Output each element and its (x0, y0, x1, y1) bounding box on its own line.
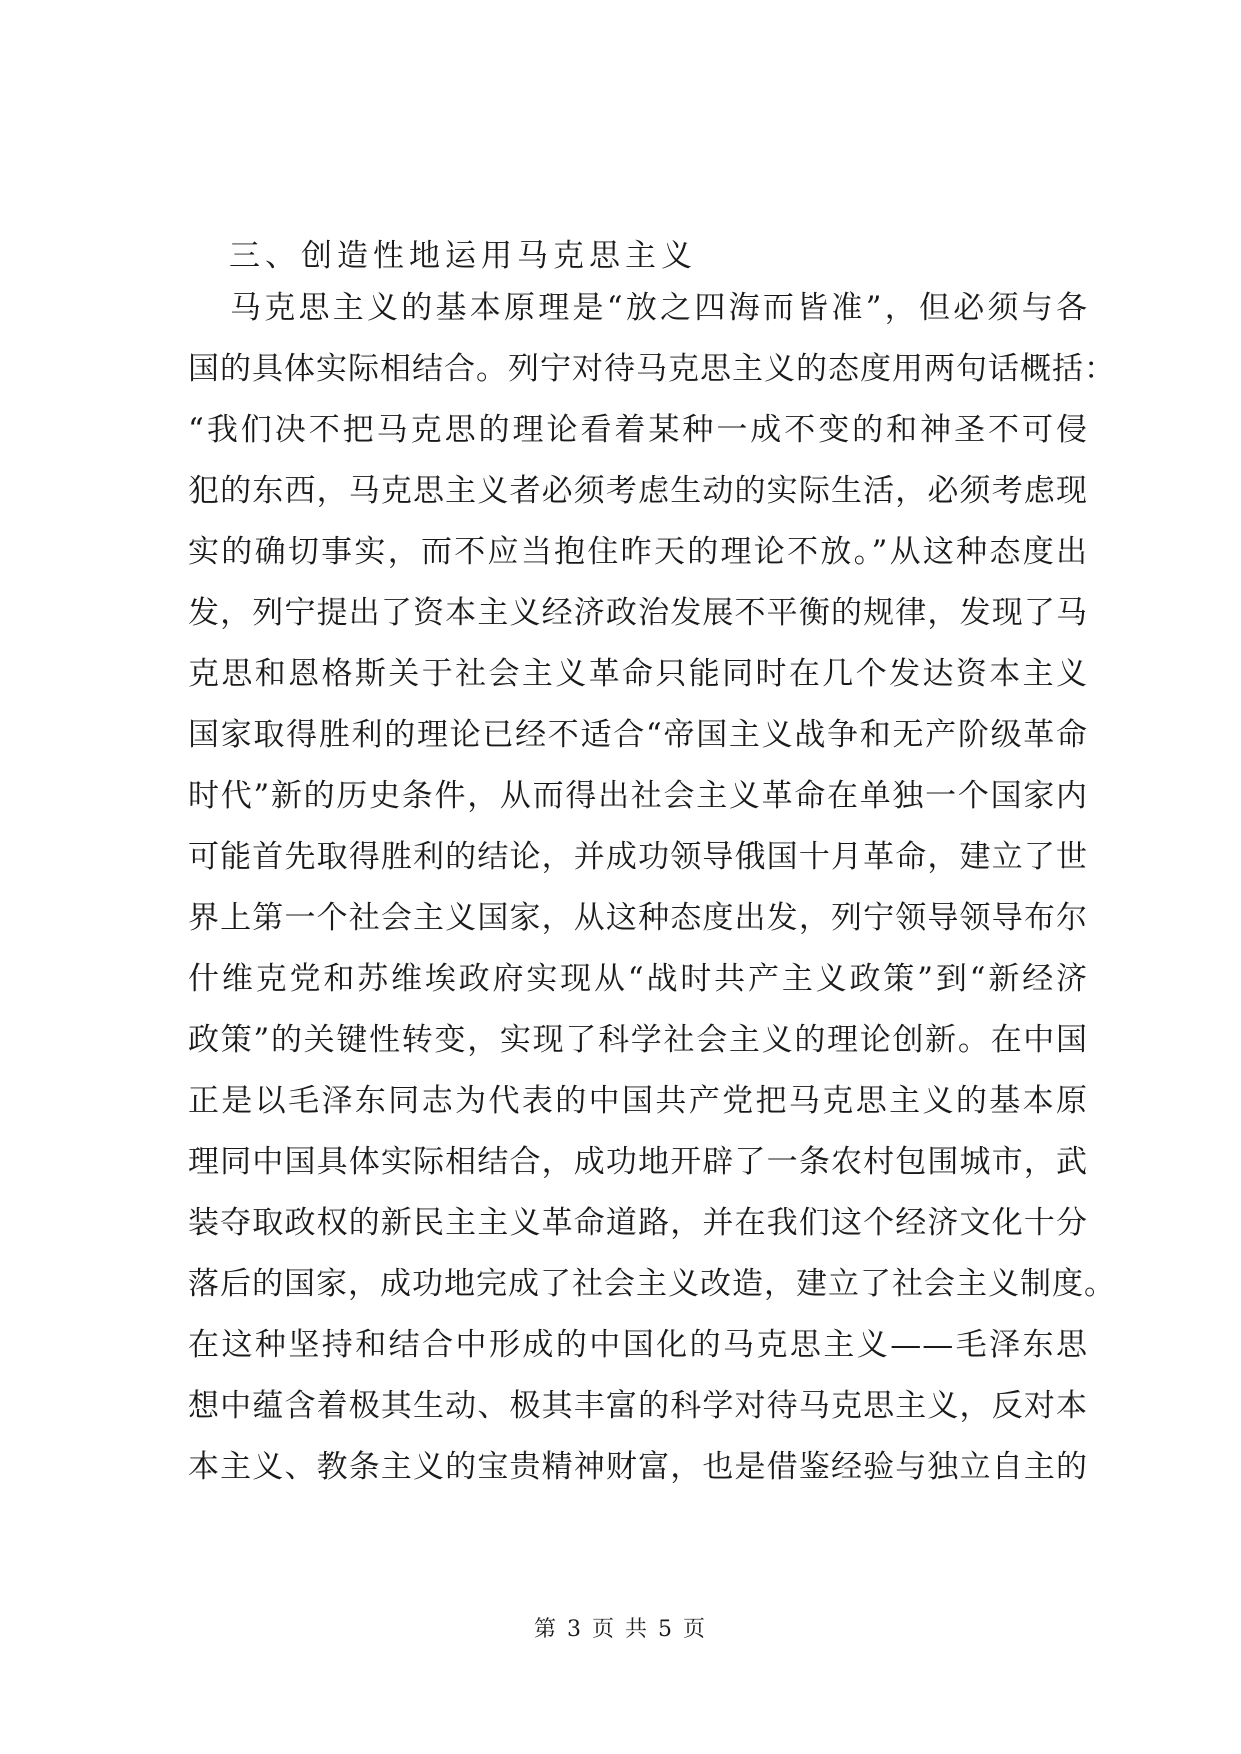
paragraph-line: 想中蕴含着极其生动、极其丰富的科学对待马克思主义，反对本 (188, 1388, 1088, 1424)
paragraph-line: 克思和恩格斯关于社会主义革命只能同时在几个发达资本主义 (188, 656, 1088, 692)
paragraph-line: 国的具体实际相结合。列宁对待马克思主义的态度用两句话概括： (188, 351, 1116, 387)
paragraph-line: 政策”的关键性转变，实现了科学社会主义的理论创新。在中国 (188, 1022, 1088, 1058)
paragraph-line: 实的确切事实，而不应当抱住昨天的理论不放。”从这种态度出 (188, 534, 1088, 570)
paragraph-line: 马克思主义的基本原理是“放之四海而皆准”，但必须与各 (230, 290, 1088, 326)
section-heading: 三、创造性地运用马克思主义 (229, 238, 697, 274)
paragraph-line: 时代”新的历史条件，从而得出社会主义革命在单独一个国家内 (188, 778, 1088, 814)
paragraph-line: 理同中国具体实际相结合，成功地开辟了一条农村包围城市，武 (188, 1144, 1088, 1180)
paragraph-line: 犯的东西，马克思主义者必须考虑生动的实际生活，必须考虑现 (188, 473, 1088, 509)
paragraph-line: 正是以毛泽东同志为代表的中国共产党把马克思主义的基本原 (188, 1083, 1088, 1119)
body-paragraph (188, 278, 1116, 1498)
paragraph-line: 国家取得胜利的理论已经不适合“帝国主义战争和无产阶级革命 (188, 717, 1088, 753)
paragraph-line: 可能首先取得胜利的结论，并成功领导俄国十月革命，建立了世 (188, 839, 1088, 875)
paragraph-line: 界上第一个社会主义国家，从这种态度出发，列宁领导领导布尔 (188, 900, 1088, 936)
paragraph-line: 本主义、教条主义的宝贵精神财富，也是借鉴经验与独立自主的 (188, 1449, 1088, 1485)
paragraph-line: 落后的国家，成功地完成了社会主义改造，建立了社会主义制度。 (188, 1266, 1116, 1302)
paragraph-line: 装夺取政权的新民主主义革命道路，并在我们这个经济文化十分 (188, 1205, 1088, 1241)
paragraph-line: 什维克党和苏维埃政府实现从“战时共产主义政策”到“新经济 (188, 961, 1088, 997)
page-footer: 第 3 页 共 5 页 (534, 1617, 707, 1642)
paragraph-line: 在这种坚持和结合中形成的中国化的马克思主义——毛泽东思 (188, 1327, 1088, 1363)
paragraph-line: “我们决不把马克思的理论看着某种一成不变的和神圣不可侵 (188, 412, 1088, 448)
paragraph-line: 发，列宁提出了资本主义经济政治发展不平衡的规律，发现了马 (188, 595, 1088, 631)
